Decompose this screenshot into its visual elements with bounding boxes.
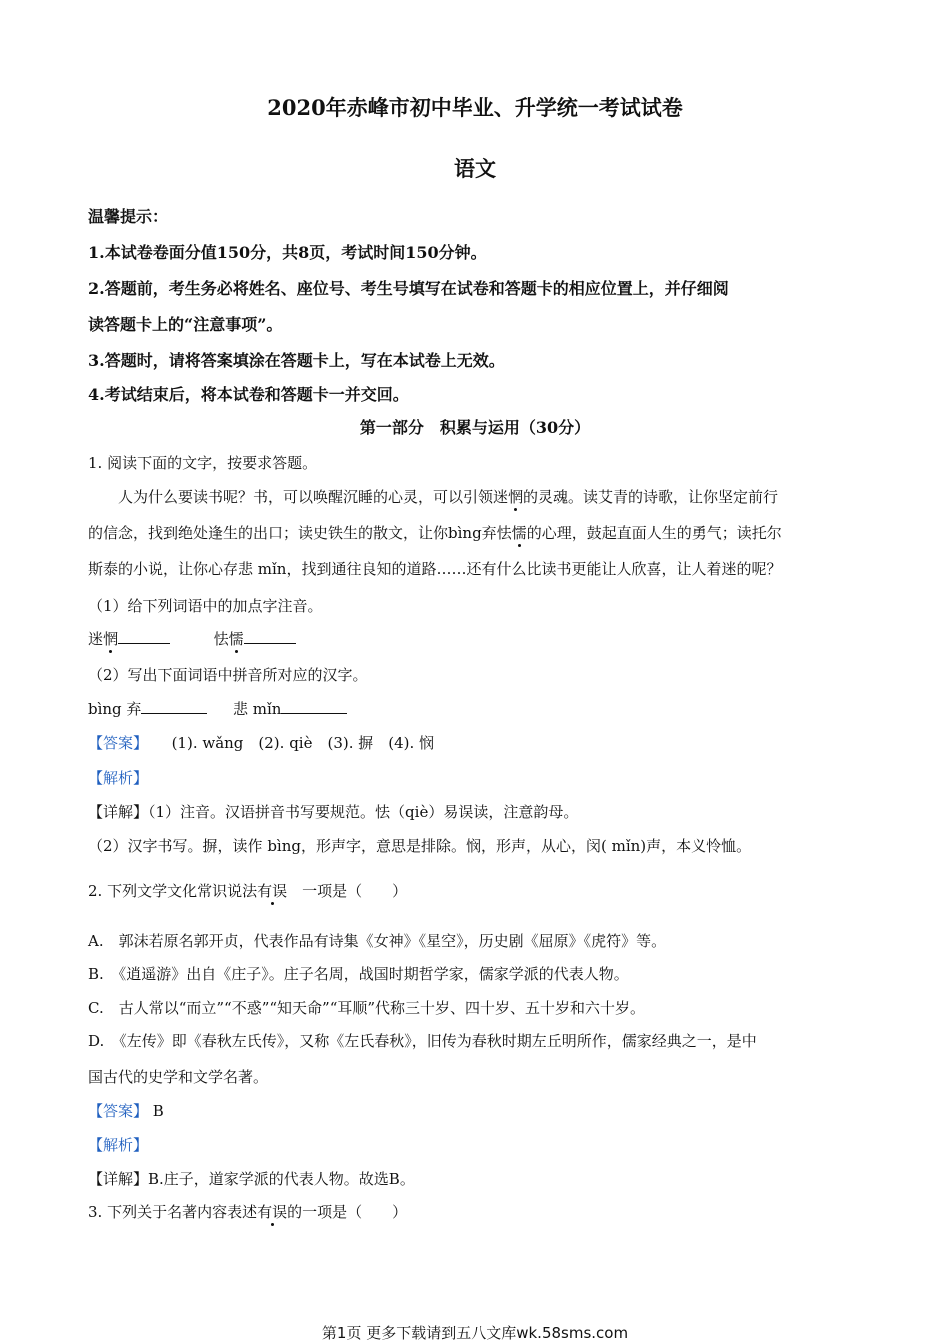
answer-blank[interactable]	[244, 629, 296, 644]
pinyin-blanks-row: bìng 弃 悲 mǐn	[88, 698, 347, 719]
exam-title: 2020年赤峰市初中毕业、升学统一考试试卷	[267, 95, 683, 120]
detail-text: 【详解】B.庄子，道家学派的代表人物。故选B。	[88, 1170, 415, 1188]
option-c: C. 古人常以“而立”“不惑”“知天命”“耳顺”代称三十岁、四十岁、五十岁和六十岁。	[88, 999, 646, 1017]
word-blanks-row: 迷惘 怯懦	[88, 628, 296, 649]
analysis-label: 【解析】	[88, 769, 149, 787]
subject-title: 语文	[454, 156, 496, 181]
tip-item: 3.答题时，请将答案填涂在答题卡上，写在本试卷上无效。	[88, 351, 505, 370]
option-d: D. 《左传》即《春秋左氏传》，又称《左氏春秋》，旧传为春秋时期左丘明所作，儒家经典之一，是中	[88, 1032, 757, 1050]
passage-line: 人为什么要读书呢？书，可以唤醒沉睡的心灵，可以引领迷惘的灵魂。读艾青的诗歌，让你坚定前行	[118, 488, 779, 506]
detail-text: （2）汉字书写。摒，读作 bìng，形声字，意思是排除。悯，形声，从心，闵( mǐn)声，本义怜恤。	[88, 837, 752, 855]
answer-label: 【答案】	[88, 734, 149, 752]
answer-blank[interactable]	[281, 699, 347, 714]
answer-row	[88, 732, 434, 753]
tip-item: 2.答题前，考生务必将姓名、座位号、考生号填写在试卷和答题卡的相应位置上，并仔细阅	[88, 279, 729, 298]
answer-text: B	[152, 1102, 164, 1120]
passage-line: 斯泰的小说，让你心存悲 mǐn，找到通往良知的道路……还有什么比读书更能让人欣喜，让人着迷的呢？	[88, 560, 782, 578]
question-2-stem: 2. 下列文学文化常识说法有误 一项是（ ）	[88, 882, 408, 900]
answer-blank[interactable]	[118, 629, 170, 644]
section-title: 第一部分 积累与运用（30分）	[359, 418, 591, 437]
passage-line: 的信念，找到绝处逢生的出口；读史铁生的散文，让你bìng弃怯懦的心理，鼓起直面人生的勇气；读托尔	[88, 524, 782, 542]
tip-item: 1.本试卷卷面分值150分，共8页，考试时间150分钟。	[88, 243, 487, 262]
option-a: A. 郭沫若原名郭开贞，代表作品有诗集《女神》《星空》，历史剧《屈原》《虎符》等。	[88, 932, 667, 950]
question-3-stem: 3. 下列关于名著内容表述有误的一项是（ ）	[88, 1203, 408, 1221]
question-1-stem: 1. 阅读下面的文字，按要求答题。	[88, 454, 318, 472]
detail-text: 【详解】（1）注音。汉语拼音书写要规范。怯（qiè）易误读，注意韵母。	[88, 803, 579, 821]
option-b: B. 《逍遥游》出自《庄子》。庄子名周，战国时期哲学家，儒家学派的代表人物。	[88, 965, 629, 983]
tip-item: 读答题卡上的“注意事项”。	[88, 315, 283, 334]
analysis-label: 【解析】	[88, 1136, 149, 1154]
answer-text: (1). wǎng (2). qiè (3). 摒 (4). 悯	[171, 734, 435, 752]
answer-label: 【答案】	[88, 1102, 149, 1120]
option-d-continued: 国古代的史学和文学名著。	[88, 1068, 269, 1086]
answer-row	[88, 1100, 164, 1121]
subquestion-2: （2）写出下面词语中拼音所对应的汉字。	[88, 666, 368, 684]
subquestion-1: （1）给下列词语中的加点字注音。	[88, 597, 323, 615]
tip-item: 4.考试结束后，将本试卷和答题卡一并交回。	[88, 385, 409, 404]
answer-blank[interactable]	[141, 699, 207, 714]
tips-heading: 温馨提示：	[88, 207, 169, 226]
page-footer: 第1页 更多下载请到五八文库wk.58sms.com	[321, 1324, 629, 1342]
